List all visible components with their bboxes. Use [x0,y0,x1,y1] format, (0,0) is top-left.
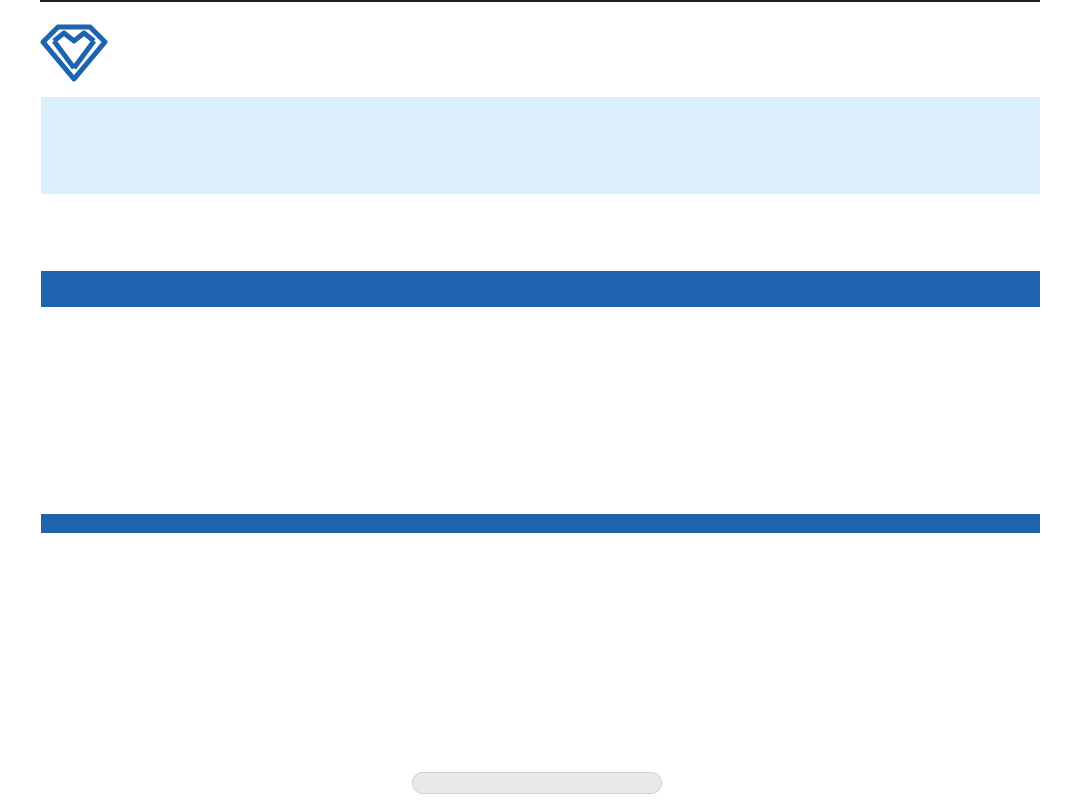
record-row [41,117,1040,136]
results-table-header [41,271,1040,307]
record-row [41,174,1040,193]
record-row [41,136,1040,155]
temperature-block [572,221,684,227]
record-row [41,98,1040,117]
page-scroll-indicator[interactable] [412,772,662,794]
conditions-block [868,221,980,227]
diamond-logo-icon [40,24,108,82]
record-row [41,155,1040,174]
humidity-block [716,221,828,227]
top-rule [40,0,1040,2]
dl-standing-header [41,514,1040,533]
records-panel [41,97,1040,194]
wind-block [412,221,524,227]
